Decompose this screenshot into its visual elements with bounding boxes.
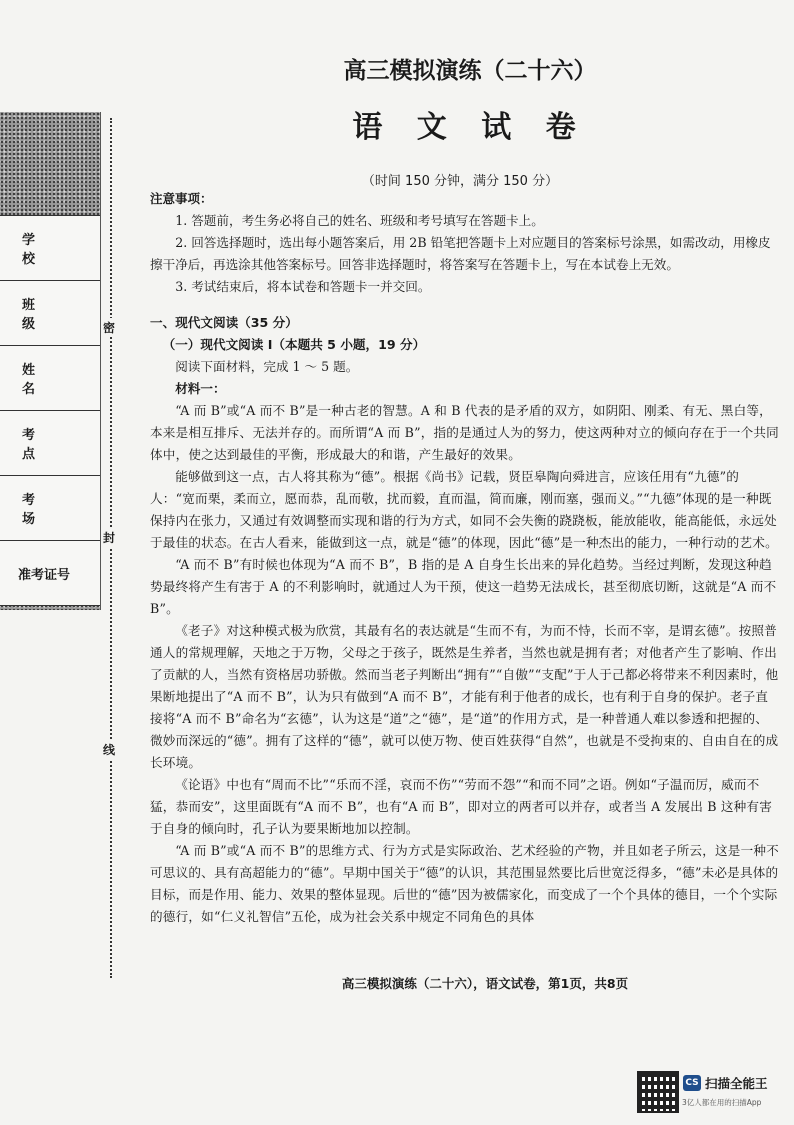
article-paragraph: “A 而 B”或“A 而不 B”的思维方式、行为方式是实际政治、艺术经验的产物，并且如老子所云，这是一种不可思议的、具有高超能力的“德”。早期中国关于“德”的认识，其范围显然要比后世宽泛得多，“德”未必是具体的目标，而是作用、能力、效果的整体显现。后世的“德”因为被儒家化，而变成了一个个具体的德目，一个个实际的德行，如“仁义礼智信”五伦，成为社会关系中规定不同角色的具体 (150, 843, 779, 924)
notice-item: 2. 回答选择题时，选出每小题答案后，用 2B 铅笔把答题卡上对应题目的答案标号涂黑，如需改动，用橡皮擦干净后，再选涂其他答案标号。回答非选择题时，将答案写在答题卡上，写在本试卷上无效。 (150, 235, 771, 272)
notice-item: 1. 答题前，考生务必将自己的姓名、班级和考号填写在答题卡上。 (175, 213, 544, 228)
subsection-heading: （一）现代文阅读 I（本题共 5 小题，19 分） (162, 337, 426, 352)
field-admission-number: 准考证号 (0, 541, 100, 606)
exam-title: 高三模拟演练（二十六） (343, 58, 597, 84)
article-paragraph: “A 而 B”或“A 而不 B”是一种古老的智慧。A 和 B 代表的是矛盾的双方，如阴阳、刚柔、有无、黑白等，本来是相互排斥、无法并存的。而所谓“A 而 B”，指的是通过人为的努力，使这两种对立的倾向存在于一个共同体中，使之达到最佳的平衡，形成最大的和谐，产生最好的效果。 (150, 403, 779, 462)
field-class: 班 级 (0, 281, 100, 346)
camscanner-logo-icon: CS (683, 1075, 701, 1091)
article-paragraph: 《论语》中也有“周而不比”“乐而不淫，哀而不伤”“劳而不怨”“和而不同”之语。例如“子温而厉，威而不猛，恭而安”，这里面既有“A 而不 B”，也有“A 而 B”，即对立的两者可以并存，或者当 A 发展出 B 这种有害于自身的倾向时，孔子认为要果断地加以控制。 (150, 777, 773, 836)
section-heading: 一、现代文阅读（35 分） (150, 315, 298, 330)
notice-item: 3. 考试结束后，将本试卷和答题卡一并交回。 (175, 279, 431, 294)
time-info: （时间 150 分钟，满分 150 分） (361, 174, 559, 189)
field-exam-site: 考 点 (0, 411, 100, 476)
page-footer: 高三模拟演练（二十六），语文试卷，第1页，共8页 (341, 976, 629, 991)
qr-code-icon (637, 1071, 679, 1113)
seal-line (110, 118, 112, 978)
reading-instruction: 阅读下面材料，完成 1 ～ 5 题。 (175, 359, 359, 374)
article-paragraph: “A 而不 B”有时候也体现为“A 而不 B”，B 指的是 A 自身生长出来的异化趋势。当经过判断，发现这种趋势最终将产生有害于 A 的不利影响时，就通过人为干预，使这一趋势无法成长，甚至彻底切断，这就是“A 而不 B”。 (150, 557, 777, 616)
notice-heading: 注意事项： (150, 191, 213, 206)
material-label: 材料一： (175, 381, 226, 396)
seal-mark-feng: 封 (103, 528, 115, 547)
seal-mark-xian: 线 (103, 740, 115, 759)
article-paragraph: 能够做到这一点，古人将其称为“德”。根据《尚书》记载，贤臣皋陶向舜进言，应该任用有“九德”的人：“宽而栗，柔而立，愿而恭，乱而敬，扰而毅，直而温，简而廉，刚而塞，强而义。”“九德”体现的是一种既保持内在张力，又通过有效调整而实现和谐的行为方式，如同不会失衡的跷跷板，能放能收，能高能低，永远处于最佳的状态。在古人看来，能做到这一点，就是“德”的体现，因此“德”是一种杰出的能力，一种行动的艺术。 (150, 469, 778, 550)
scanner-tagline: 3亿人都在用的扫描App (682, 1098, 762, 1107)
exam-content (150, 188, 780, 928)
field-name: 姓 名 (0, 346, 100, 411)
field-exam-room: 考 场 (0, 476, 100, 541)
article-body (150, 400, 780, 928)
scanner-app-name: 扫描全能王 (705, 1076, 768, 1091)
field-school: 学 校 (0, 216, 100, 281)
student-info-table (0, 215, 100, 606)
seal-mark-mi: 密 (103, 318, 115, 337)
exam-subject: 语 文 试 卷 (352, 110, 588, 145)
article-paragraph: 《老子》对这种模式极为欣赏，其最有名的表达就是“生而不有，为而不恃，长而不宰，是谓玄德”。按照普通人的常规理解，天地之于万物，父母之于孩子，既然是生养者，当然也就是拥有者；对他者产生了影响、作出了贡献的人，当然有资格居功骄傲。然而当老子判断出“拥有”“自傲”“支配”于人于己都必将带来不利因素时，他果断地提出了“A 而不 B”，认为只有做到“A 而不 B”，才能有利于他者的成长，也有利于自身的保护。老子直接将“A 而不 B”命名为“玄德”，认为这是“道”之“德”，是“道”的作用方式，是一种普通人难以参透和把握的、微妙而深远的“德”。拥有了这样的“德”，就可以使万物、使百姓获得“自然”，也就是不受拘束的、自由自在的成长环境。 (150, 623, 779, 770)
